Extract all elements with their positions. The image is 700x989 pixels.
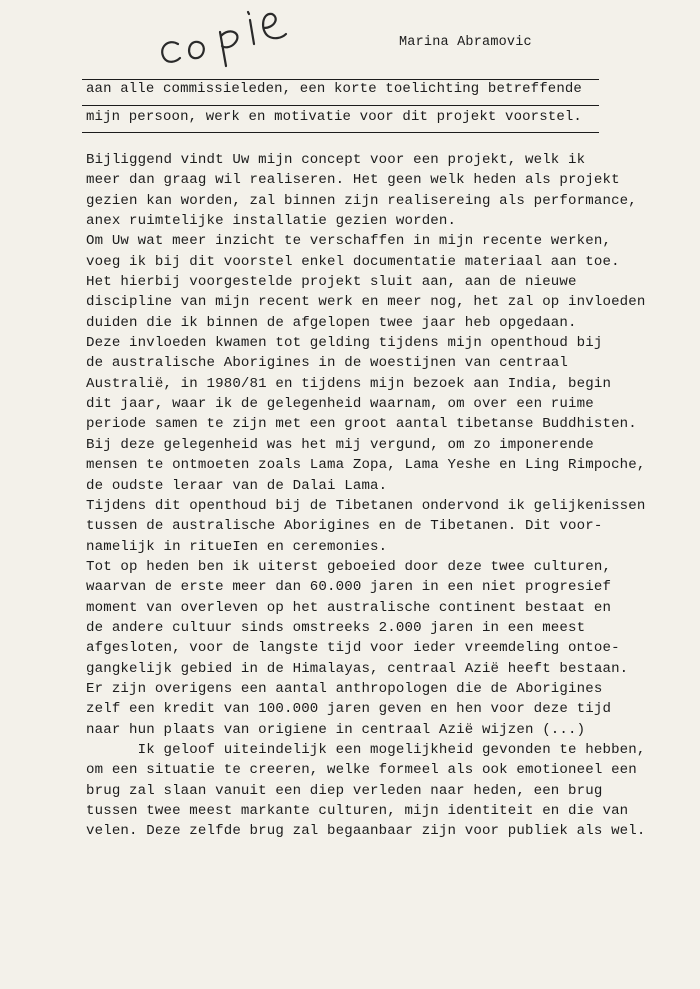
- body-line: naar hun plaats van origiene in centraal Azië wijzen (...): [86, 721, 586, 738]
- body-line: Om Uw wat meer inzicht te verschaffen in mijn recente werken,: [86, 233, 612, 250]
- body-line: de oudste leraar van de Dalai Lama.: [86, 477, 388, 494]
- rule-top: [82, 79, 599, 80]
- body-line: mensen te ontmoeten zoals Lama Zopa, Lama Yeshe en Ling Rimpoche,: [86, 457, 646, 474]
- body-line: de andere cultuur sinds omstreeks 2.000 jaren in een meest: [86, 619, 586, 636]
- letter-body: [86, 150, 686, 842]
- body-line: gangkelijk gebied in de Himalayas, centraal Azië heeft bestaan.: [86, 660, 629, 677]
- rule-bottom: [82, 132, 599, 133]
- author-name: Marina Abramovic: [399, 35, 532, 50]
- body-line: anex ruimtelijke installatie gezien worden.: [86, 213, 457, 230]
- body-line: discipline van mijn recent werk en meer nog, het zal op invloeden: [86, 294, 646, 311]
- body-line: duiden die ik binnen de afgelopen twee jaar heb opgedaan.: [86, 314, 577, 331]
- body-line: voeg ik bij dit voorstel enkel documentatie materiaal aan toe.: [86, 253, 620, 270]
- body-line: velen. Deze zelfde brug zal begaanbaar zijn voor publiek als wel.: [86, 823, 646, 840]
- body-line: tussen de australische Aborigines en de Tibetanen. Dit voor-: [86, 518, 603, 535]
- handwritten-copie-annotation: [150, 8, 290, 68]
- body-line: brug zal slaan vanuit een diep verleden naar heden, een brug: [86, 782, 603, 799]
- body-line: meer dan graag wil realiseren. Het geen welk heden als projekt: [86, 172, 620, 189]
- body-line: Bijliggend vindt Uw mijn concept voor een projekt, welk ik: [86, 152, 586, 168]
- body-line: Bij deze gelegenheid was het mij vergund, om zo imponerende: [86, 436, 594, 453]
- body-line: Tijdens dit openthoud bij de Tibetanen ondervond ik gelijkenissen: [86, 497, 646, 514]
- body-line: moment van overleven op het australische continent bestaat en: [86, 599, 612, 616]
- body-line: tussen twee meest markante culturen, mijn identiteit en die van: [86, 803, 629, 819]
- body-line: Ik geloof uiteindelijk een mogelijkheid gevonden te hebben,: [86, 741, 646, 758]
- body-line: Australië, in 1980/81 en tijdens mijn bezoek aan India, begin: [86, 375, 612, 392]
- body-line: waarvan de erste meer dan 60.000 jaren in een niet progresief: [86, 579, 612, 596]
- body-line: Het hierbij voorgestelde projekt sluit aan, aan de nieuwe: [86, 274, 577, 291]
- body-line: periode samen te zijn met een groot aantal tibetanse Buddhisten.: [86, 416, 637, 433]
- body-line: om een situatie te creeren, welke formeel als ook emotioneel een: [86, 762, 637, 779]
- body-line: Deze invloeden kwamen tot gelding tijdens mijn openthoud bij: [86, 335, 603, 352]
- body-line: de australische Aborigines in de woestijnen van centraal: [86, 355, 569, 372]
- body-line: gezien kan worden, zal binnen zijn realisereing als performance,: [86, 192, 637, 209]
- body-line: Er zijn overigens een aantal anthropologen die de Aborigines: [86, 680, 603, 697]
- body-line: afgesloten, voor de langste tijd voor ieder vreemdeling ontoe-: [86, 640, 620, 657]
- subject-line-1: aan alle commissieleden, een korte toelichting betreffende: [86, 81, 582, 97]
- body-line: dit jaar, waar ik de gelegenheid waarnam, om over een ruime: [86, 396, 594, 413]
- rule-middle: [82, 105, 599, 106]
- subject-line-2: mijn persoon, werk en motivatie voor dit projekt voorstel.: [86, 109, 582, 125]
- body-line: namelijk in ritueIen en ceremonies.: [86, 538, 388, 555]
- body-line: Tot op heden ben ik uiterst geboeied door deze twee culturen,: [86, 558, 612, 575]
- body-line: zelf een kredit van 100.000 jaren geven en hen voor deze tijd: [86, 701, 612, 718]
